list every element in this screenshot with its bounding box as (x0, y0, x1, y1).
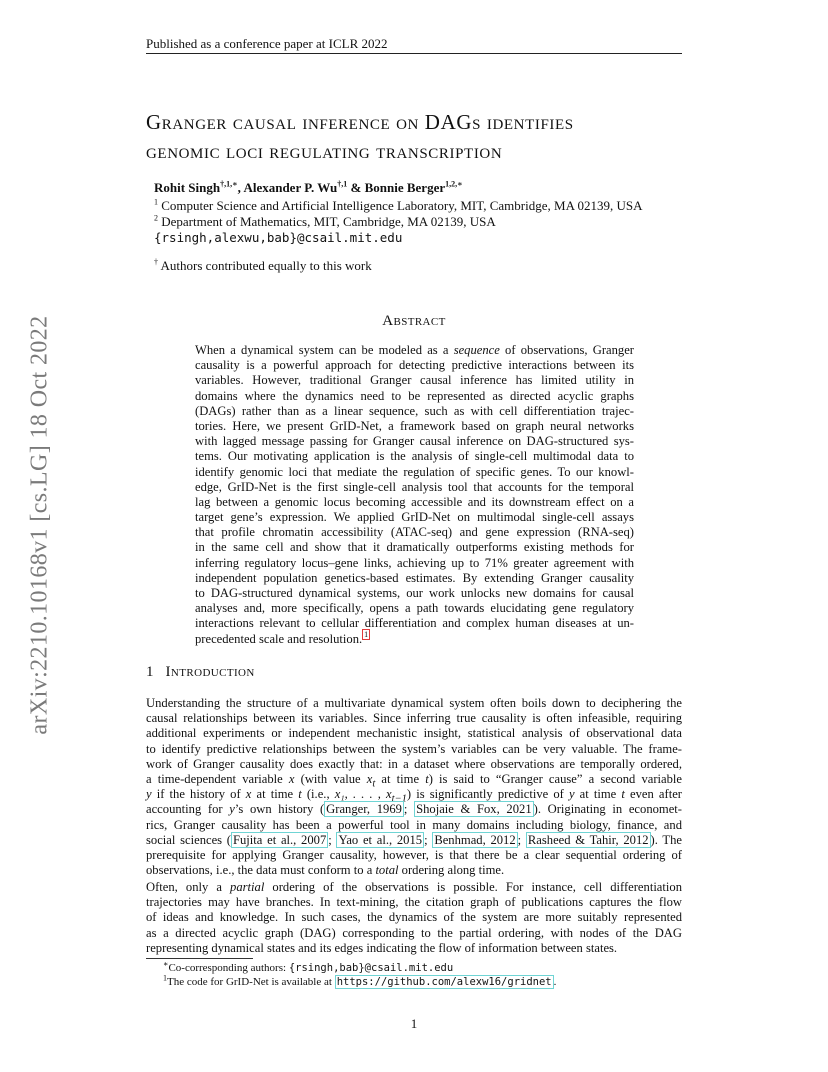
abstract-line: edge, GrID-Net is the first single-cell analysis tool that accounts for the temporal (195, 479, 634, 494)
abstract-line: domains where the dynamics need to be represented as directed acyclic graphs (195, 388, 634, 403)
abstract-line: that profile chromatin accessibility (ATAC-seq) and gene expression (RNA-seq) (195, 525, 634, 540)
author-3-marks: 1,2,∗ (445, 179, 463, 189)
arxiv-identifier-text: arXiv:2210.10168v1 [cs.LG] 18 Oct 2022 (26, 315, 53, 735)
section-number: 1 (146, 664, 154, 680)
abstract-line: causality is a powerful approach for detecting predictive interactions between its (195, 358, 634, 373)
abstract-line: lag between a genomic locus becoming accessible and its downstream effect on a (195, 494, 634, 509)
abstract-line: precedented scale and resolution. $^1$ (195, 630, 369, 646)
body-line: observations, i.e., the data must conform to a total ordering along time. (146, 863, 505, 878)
abstract-line: inferring regulatory locus–gene links, achieving up to 71% greater agreement with (195, 555, 634, 570)
citation-link[interactable]: Benhmad, 2012 (434, 832, 516, 847)
abstract-line: analyses and, more specifically, opens a path towards elucidating gene regulatory (195, 601, 634, 616)
body-line: trajectories may have branches. In text-mining, the citation graph of publications captures the flow (146, 895, 682, 910)
footnote-code: $^1$The code for GrID-Net is available at https://github.com/alexw16/gridnet . (163, 973, 557, 988)
author-emails: {rsingh,alexwu,bab}@csail.mit.edu (154, 230, 403, 245)
author-1: Rohit Singh (154, 180, 221, 195)
running-header: Published as a conference paper at ICLR 2022 (146, 36, 388, 51)
arxiv-identifier (20, 290, 60, 760)
equal-contribution-text: Authors contributed equally to this work (158, 258, 372, 273)
affiliation-mark: 2 (154, 213, 158, 223)
body-line: work of Granger causality does exactly that: in a dataset where observations are temporally ordered, (146, 756, 682, 771)
body-line: of ideas and knowledge. In such cases, the dynamics of the system are more suitably represented (146, 910, 682, 925)
header-rule (146, 53, 682, 54)
author-2: Alexander P. Wu (243, 180, 338, 195)
body-line: causal relationships between its variables. Since inferring true causality is often infeasible, requiring (146, 711, 682, 726)
affiliation-2 (154, 214, 496, 230)
paper-title (146, 108, 706, 166)
body-line: a time-dependent variable x (with value $x_t$ at time t) is said to “Granger cause” a second variable (146, 771, 682, 790)
author-separator: & (347, 180, 365, 195)
abstract-line: to DAG-structured dynamical systems, our work unlocks new domains for causal (195, 586, 634, 600)
abstract-heading: Abstract (382, 313, 446, 329)
title-line-1: Granger causal inference on DAGs identifies (146, 110, 574, 134)
abstract-line: identify genomic loci that mediate the regulation of specific genes. To our knowl- (195, 464, 634, 479)
abstract-line: tems. Our motivating application is the analysis of single-cell multimodal data to (195, 449, 634, 464)
citation-link[interactable]: Rasheed & Tahir, 2012 (527, 832, 649, 847)
author-separator: , (237, 180, 244, 195)
abstract-body (195, 343, 634, 647)
page-number: 1 (410, 1016, 418, 1031)
affiliation-text: Department of Mathematics, MIT, Cambridge, MA 02139, USA (158, 214, 496, 229)
intro-paragraph-1 (146, 696, 682, 878)
abstract-line: target gene’s expression. We applied GrID-Net on multimodal single-cell assays (195, 510, 634, 525)
abstract-line: (DAGs) rather than as a linear sequence, such as with cell differentiation trajec- (195, 403, 634, 418)
citation-link[interactable]: Yao et al., 2015 (338, 832, 423, 847)
affiliation-mark: 1 (154, 197, 158, 207)
affiliation-1 (154, 198, 643, 214)
footnote-email: {rsingh,bab}@csail.mit.edu (288, 962, 454, 974)
body-line: to identify predictive relationships between the system’s variables can be very valuable. The frame- (146, 741, 682, 756)
section-heading (146, 664, 255, 681)
body-line: representing dynamical states and its edges indicating the flow of information between states. (146, 940, 618, 955)
body-line: as a directed acyclic graph (DAG) corresponding to the partial ordering, with nodes of the DAG (146, 925, 682, 940)
dagger-mark: † (154, 257, 158, 267)
body-line: prerequisite for applying Granger causality, however, is that there be a clear sequential ordering of (146, 847, 682, 862)
abstract-line: interactions relevant to cellular differentiation and complex human diseases at un- (195, 616, 634, 631)
section-title: Introduction (165, 664, 255, 680)
code-url-link[interactable]: https://github.com/alexw16/gridnet (336, 976, 552, 988)
footnote-link[interactable]: 1 (364, 630, 369, 640)
equal-contribution-note (154, 258, 372, 274)
affiliation-text: Computer Science and Artificial Intelligence Laboratory, MIT, Cambridge, MA 02139, USA (158, 198, 643, 213)
intro-paragraph-2 (146, 880, 682, 956)
body-line: Often, only a partial ordering of the observations is possible. For instance, cell differentiation (146, 880, 682, 894)
citation-link[interactable]: Fujita et al., 2007 (233, 832, 327, 847)
abstract-line: with lagged message passing for Granger causal inference on DAG-structured sys- (195, 434, 634, 449)
abstract-line: tories. Here, we present GrID-Net, a framework based on graph neural networks (195, 418, 634, 433)
author-1-marks: †,1,∗ (220, 179, 238, 189)
abstract-line: When a dynamical system can be modeled as a sequence of observations, Granger (195, 343, 634, 357)
citation-link[interactable]: Shojaie & Fox, 2021 (416, 802, 532, 817)
body-line: rics, Granger causality has been a powerful tool in many domains including biology, finance, and (146, 817, 682, 832)
body-line: social sciences ( Fujita et al., 2007 ; Yao et al., 2015 ; Benhmad, 2012 ; Rasheed & Tahir, 2012 ). The (146, 832, 682, 847)
author-2-marks: †,1 (337, 179, 348, 189)
title-line-2: genomic loci regulating transcription (146, 139, 503, 163)
author-3: Bonnie Berger (364, 180, 446, 195)
abstract-line: in the same cell and show that it dramatically outperforms existing methods for (195, 540, 634, 555)
abstract-line: independent population genetics-based estimates. By extending Granger causality (195, 570, 634, 585)
body-line: y if the history of x at time t (i.e., x₁, . . . , $x_{t-1}$) is significantly predictive of y at time t even after (146, 787, 682, 805)
body-line: accounting for y’s own history ( Granger, 1969 ; Shojaie & Fox, 2021 ). Originating in economet- (146, 802, 682, 817)
citation-link[interactable]: Granger, 1969 (326, 802, 402, 817)
footnote-corresponding: ∗Co-corresponding authors: {rsingh,bab}@csail.mit.edu (163, 959, 454, 974)
abstract-line: variables. However, traditional Granger causal inference has limited utility in (195, 373, 634, 388)
body-line: Understanding the structure of a multivariate dynamical system often boils down to deciphering the (146, 696, 682, 710)
author-list (154, 180, 463, 196)
body-line: additional experiments or independent mechanistic insight, statistical analysis of observational data (146, 726, 682, 741)
